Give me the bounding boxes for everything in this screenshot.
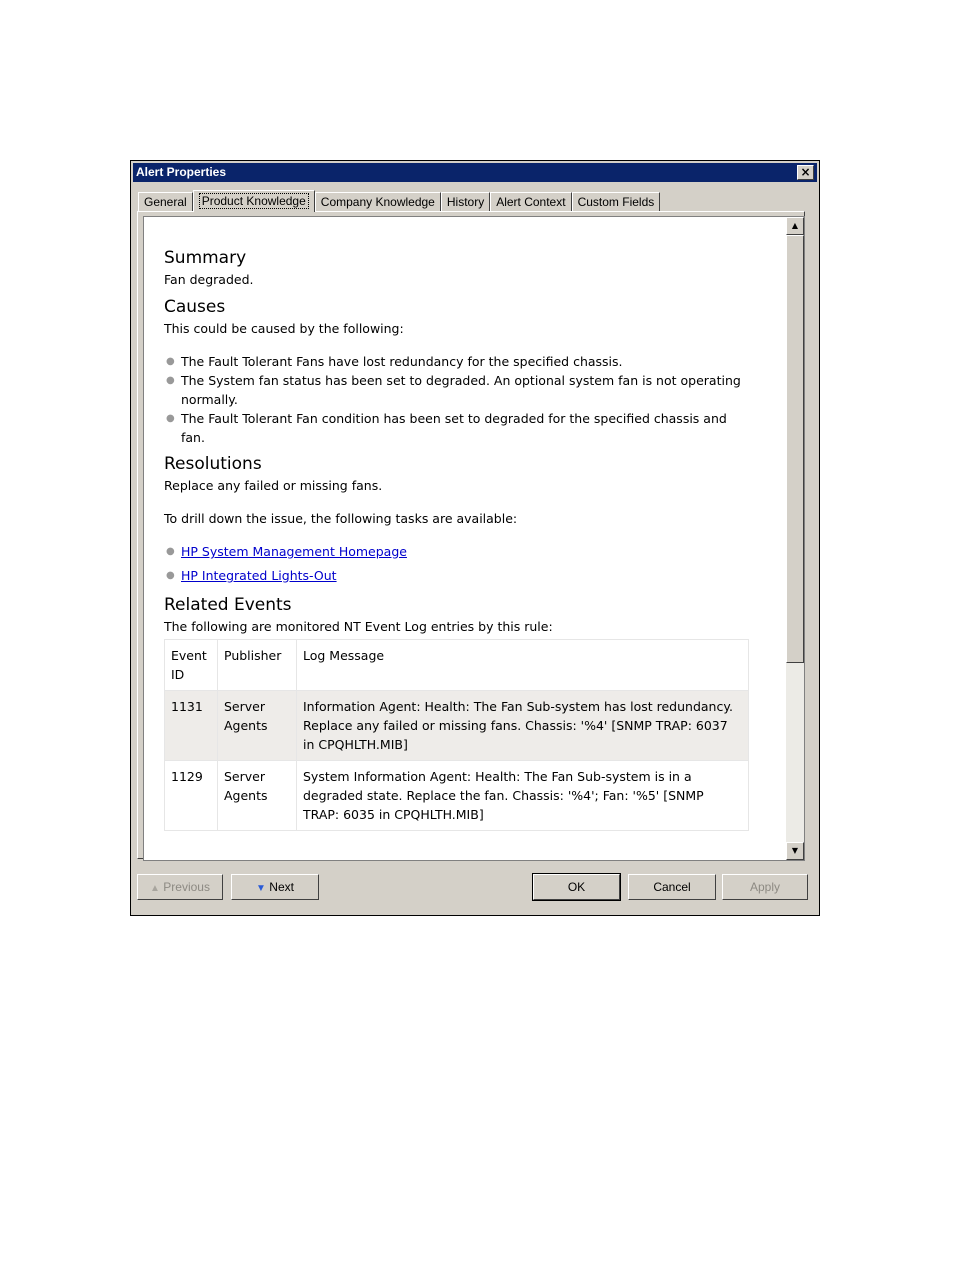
- bullet-icon: ●: [166, 375, 175, 386]
- tab-strip: [138, 189, 660, 211]
- column-header-publisher: Publisher: [218, 640, 297, 691]
- arrow-down-icon: ▼: [256, 883, 266, 894]
- causes-list: [164, 352, 752, 447]
- summary-text: Fan degraded.: [164, 272, 254, 287]
- column-header-log-message: Log Message: [297, 640, 749, 691]
- tab-history[interactable]: History: [441, 192, 490, 211]
- event-id-cell: 1129: [165, 761, 218, 831]
- knowledge-content: [164, 246, 752, 831]
- list-item: ● The Fault Tolerant Fans have lost redundancy for the specified chassis.: [166, 354, 623, 369]
- list-item: [164, 566, 752, 585]
- ok-button[interactable]: OK: [533, 874, 620, 900]
- tab-panel: [137, 211, 805, 859]
- tab-custom-fields[interactable]: Custom Fields: [572, 192, 661, 211]
- related-events-heading: Related Events: [164, 595, 292, 615]
- table-header-row: [165, 640, 749, 691]
- arrow-up-icon: ▲: [150, 883, 160, 894]
- event-id-cell: 1131: [165, 691, 218, 761]
- log-message-cell: System Information Agent: Health: The Fan Sub-system is in a degraded state. Replace the fan. Chassis: '%4'; Fan: '%5' [SNMP TRAP: 6035 in CPQHLTH.MIB]: [297, 761, 749, 831]
- scroll-thumb[interactable]: [786, 235, 804, 663]
- knowledge-view[interactable]: [143, 216, 805, 861]
- causes-heading: Causes: [164, 297, 226, 317]
- scroll-up-icon[interactable]: ▲: [786, 217, 804, 235]
- tab-general[interactable]: General: [138, 192, 193, 211]
- bullet-icon: ●: [166, 546, 175, 557]
- resolutions-text: Replace any failed or missing fans.: [164, 478, 383, 493]
- list-item: [164, 542, 752, 561]
- title-bar: [133, 163, 817, 182]
- tab-company-knowledge[interactable]: Company Knowledge: [315, 192, 441, 211]
- resolutions-heading: Resolutions: [164, 454, 262, 474]
- task-links: [164, 542, 752, 585]
- log-message-cell: Information Agent: Health: The Fan Sub-system has lost redundancy. Replace any failed or missing fans. Chassis: '%4' [SNMP TRAP: 6037 in CPQHLTH.MIB]: [297, 691, 749, 761]
- tab-product-knowledge[interactable]: Product Knowledge: [193, 190, 315, 212]
- vertical-scrollbar[interactable]: [786, 217, 804, 860]
- previous-button[interactable]: ▲ Previous: [137, 874, 223, 900]
- column-header-event-id: Event ID: [165, 640, 218, 691]
- publisher-cell: Server Agents: [218, 761, 297, 831]
- drill-down-text: To drill down the issue, the following tasks are available:: [164, 511, 518, 526]
- apply-button[interactable]: Apply: [722, 874, 808, 900]
- scroll-down-icon[interactable]: ▼: [786, 842, 804, 860]
- cancel-button[interactable]: Cancel: [628, 874, 716, 900]
- bullet-icon: ●: [166, 570, 175, 581]
- list-item: ● The System fan status has been set to degraded. An optional system fan is not operating normally.: [166, 373, 741, 407]
- next-button[interactable]: ▼ Next: [231, 874, 319, 900]
- events-table: [164, 639, 749, 831]
- link-system-management-homepage[interactable]: HP System Management Homepage: [181, 544, 407, 559]
- publisher-cell: Server Agents: [218, 691, 297, 761]
- summary-heading: Summary: [164, 248, 247, 268]
- tab-alert-context[interactable]: Alert Context: [490, 192, 571, 211]
- window-title: Alert Properties: [136, 165, 227, 179]
- bullet-icon: ●: [166, 413, 175, 424]
- alert-properties-dialog: [130, 160, 820, 916]
- list-item: ● The Fault Tolerant Fan condition has been set to degraded for the specified chassis and fan.: [166, 411, 727, 445]
- link-integrated-lights-out[interactable]: HP Integrated Lights-Out: [181, 568, 337, 583]
- causes-intro: This could be caused by the following:: [164, 321, 404, 336]
- table-row: [165, 691, 749, 761]
- table-row: [165, 761, 749, 831]
- close-icon[interactable]: ×: [797, 165, 814, 180]
- related-events-intro: The following are monitored NT Event Log entries by this rule:: [164, 619, 553, 634]
- bullet-icon: ●: [166, 356, 175, 367]
